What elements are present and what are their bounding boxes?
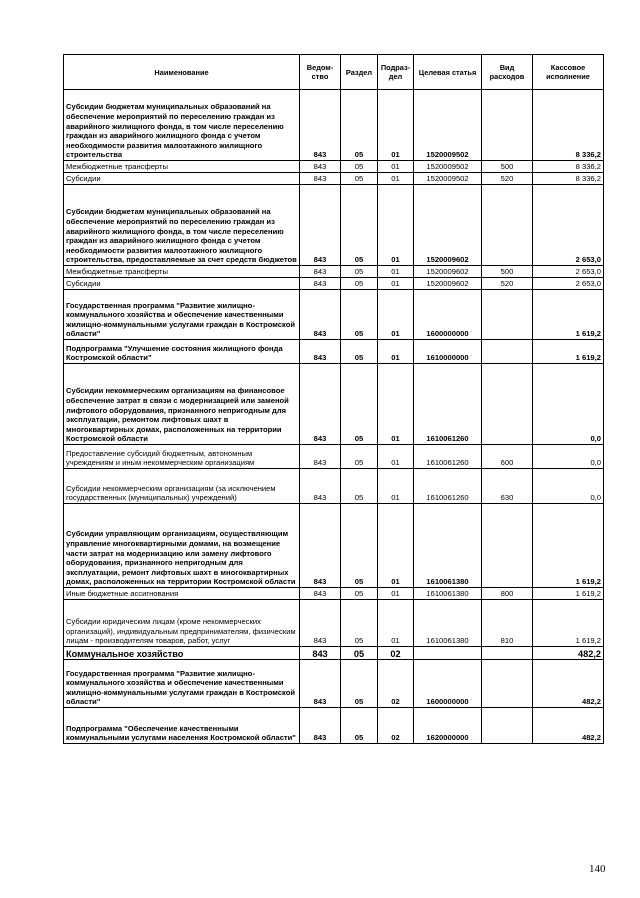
row-section: 05 <box>341 600 378 647</box>
row-target-article: 1520009602 <box>414 185 482 266</box>
row-amount: 2 653,0 <box>533 185 604 266</box>
row-subsection: 01 <box>378 185 414 266</box>
table-row <box>64 445 604 469</box>
row-subsection: 01 <box>378 364 414 445</box>
row-amount: 0,0 <box>533 364 604 445</box>
row-subsection: 01 <box>378 90 414 161</box>
row-subsection: 02 <box>378 708 414 744</box>
table-header-row <box>64 55 604 90</box>
row-subsection: 01 <box>378 469 414 504</box>
row-expense-type: 520 <box>482 278 533 290</box>
row-subsection: 02 <box>378 647 414 660</box>
row-section: 05 <box>341 340 378 364</box>
row-subsection: 01 <box>378 600 414 647</box>
row-department: 843 <box>300 90 341 161</box>
row-target-article: 1610061380 <box>414 504 482 588</box>
table-row <box>64 469 604 504</box>
row-target-article: 1520009502 <box>414 173 482 185</box>
row-name: Государственная программа "Развитие жилищно-коммунального хозяйства и обеспечение качественными жилищно-коммунальными услугами граждан в Костромской области" <box>64 660 300 708</box>
row-name: Межбюджетные трансферты <box>64 266 300 278</box>
row-target-article: 1610000000 <box>414 340 482 364</box>
row-section: 05 <box>341 647 378 660</box>
row-amount: 8 336,2 <box>533 90 604 161</box>
row-department: 843 <box>300 185 341 266</box>
row-section: 05 <box>341 185 378 266</box>
header-department: Ведом-ство <box>300 55 341 90</box>
row-subsection: 01 <box>378 445 414 469</box>
table-row <box>64 364 604 445</box>
row-target-article: 1610061260 <box>414 469 482 504</box>
table-row <box>64 161 604 173</box>
row-target-article <box>414 647 482 660</box>
row-expense-type: 520 <box>482 173 533 185</box>
header-cash-execution: Кассовое исполнение <box>533 55 604 90</box>
row-expense-type <box>482 647 533 660</box>
row-target-article: 1610061380 <box>414 588 482 600</box>
table-row <box>64 600 604 647</box>
row-name: Иные бюджетные ассигнования <box>64 588 300 600</box>
row-target-article: 1520009602 <box>414 266 482 278</box>
row-name: Субсидии юридическим лицам (кроме некоммерческих организаций), индивидуальным предпринимателям, физическим лицам - производителям товаров, работ, услуг <box>64 600 300 647</box>
row-expense-type <box>482 185 533 266</box>
table-row <box>64 173 604 185</box>
row-department: 843 <box>300 290 341 340</box>
header-subsection: Подраз-дел <box>378 55 414 90</box>
row-section: 05 <box>341 173 378 185</box>
row-amount: 0,0 <box>533 469 604 504</box>
row-section: 05 <box>341 278 378 290</box>
row-target-article: 1520009502 <box>414 161 482 173</box>
row-expense-type <box>482 708 533 744</box>
row-department: 843 <box>300 588 341 600</box>
table-row <box>64 647 604 660</box>
row-subsection: 02 <box>378 660 414 708</box>
row-name: Предоставление субсидий бюджетным, автономным учреждениям и иным некоммерческим организациям <box>64 445 300 469</box>
header-name: Наименование <box>64 55 300 90</box>
row-expense-type <box>482 364 533 445</box>
row-department: 843 <box>300 173 341 185</box>
row-subsection: 01 <box>378 504 414 588</box>
table-row <box>64 185 604 266</box>
row-subsection: 01 <box>378 161 414 173</box>
row-expense-type: 500 <box>482 161 533 173</box>
row-target-article: 1610061260 <box>414 445 482 469</box>
row-expense-type: 600 <box>482 445 533 469</box>
row-department: 843 <box>300 278 341 290</box>
page-number: 140 <box>589 863 606 875</box>
row-amount: 1 619,2 <box>533 600 604 647</box>
row-amount: 482,2 <box>533 660 604 708</box>
table-row <box>64 708 604 744</box>
table-row <box>64 266 604 278</box>
row-name: Субсидии некоммерческим организациям (за исключением государственных (муниципальных) учреждений) <box>64 469 300 504</box>
row-target-article: 1600000000 <box>414 660 482 708</box>
row-department: 843 <box>300 161 341 173</box>
row-amount: 482,2 <box>533 708 604 744</box>
row-section: 05 <box>341 90 378 161</box>
table-row <box>64 290 604 340</box>
row-amount: 1 619,2 <box>533 290 604 340</box>
row-target-article: 1620000000 <box>414 708 482 744</box>
row-name: Субсидии <box>64 278 300 290</box>
row-target-article: 1610061260 <box>414 364 482 445</box>
row-amount: 1 619,2 <box>533 588 604 600</box>
row-expense-type <box>482 660 533 708</box>
row-department: 843 <box>300 266 341 278</box>
row-amount: 8 336,2 <box>533 161 604 173</box>
header-target-article: Целевая статья <box>414 55 482 90</box>
table-row <box>64 90 604 161</box>
header-section: Раздел <box>341 55 378 90</box>
row-name: Подпрограмма "Улучшение состояния жилищного фонда Костромской области" <box>64 340 300 364</box>
row-department: 843 <box>300 469 341 504</box>
row-expense-type <box>482 290 533 340</box>
row-department: 843 <box>300 504 341 588</box>
row-amount: 2 653,0 <box>533 266 604 278</box>
row-department: 843 <box>300 340 341 364</box>
header-expense-type: Вид расходов <box>482 55 533 90</box>
row-name: Коммунальное хозяйство <box>64 647 300 660</box>
row-department: 843 <box>300 708 341 744</box>
row-target-article: 1520009602 <box>414 278 482 290</box>
row-name: Субсидии <box>64 173 300 185</box>
row-department: 843 <box>300 647 341 660</box>
row-name: Субсидии бюджетам муниципальных образований на обеспечение мероприятий по переселению граждан из аварийного жилищного фонда, в том числе переселению граждан из аварийного жилищного фонда с учетом необходимости развития малоэтажного жилищного строительства <box>64 90 300 161</box>
row-section: 05 <box>341 266 378 278</box>
row-section: 05 <box>341 364 378 445</box>
budget-execution-table <box>63 54 604 744</box>
row-amount: 1 619,2 <box>533 504 604 588</box>
row-section: 05 <box>341 445 378 469</box>
row-name: Подпрограмма "Обеспечение качественными коммунальными услугами населения Костромской области" <box>64 708 300 744</box>
row-name: Государственная программа "Развитие жилищно-коммунального хозяйства и обеспечение качественными жилищно-коммунальными услугами граждан в Костромской области" <box>64 290 300 340</box>
row-target-article: 1610061380 <box>414 600 482 647</box>
row-section: 05 <box>341 469 378 504</box>
row-expense-type <box>482 90 533 161</box>
row-section: 05 <box>341 588 378 600</box>
table-row <box>64 504 604 588</box>
row-expense-type <box>482 340 533 364</box>
row-expense-type: 630 <box>482 469 533 504</box>
table-row <box>64 278 604 290</box>
row-amount: 2 653,0 <box>533 278 604 290</box>
row-subsection: 01 <box>378 266 414 278</box>
row-subsection: 01 <box>378 290 414 340</box>
row-subsection: 01 <box>378 340 414 364</box>
row-name: Субсидии некоммерческим организациям на финансовое обеспечение затрат в связи с модернизацией или заменой лифтового оборудования, признанного непригодным для эксплуатации, ремонтом лифтовых шахт в многоквартирных домах, расположенных на территории Костромской области <box>64 364 300 445</box>
row-amount: 0,0 <box>533 445 604 469</box>
row-expense-type: 500 <box>482 266 533 278</box>
row-subsection: 01 <box>378 588 414 600</box>
table-row <box>64 588 604 600</box>
row-name: Субсидии бюджетам муниципальных образований на обеспечение мероприятий по переселению граждан из аварийного жилищного фонда, в том числе переселению граждан из аварийного жилищного фонда с учетом необходимости развития малоэтажного жилищного строительства, предоставляемые за счет средств бюджетов <box>64 185 300 266</box>
row-expense-type <box>482 504 533 588</box>
row-name: Субсидии управляющим организациям, осуществляющим управление многоквартирными домами, на возмещение части затрат на модернизацию или замену лифтового оборудования, признанного непригодным для эксплуатации, ремонт лифтовых шахт в многоквартирных домах, расположенных на территории Костромской области <box>64 504 300 588</box>
row-section: 05 <box>341 290 378 340</box>
row-expense-type: 810 <box>482 600 533 647</box>
row-subsection: 01 <box>378 278 414 290</box>
row-subsection: 01 <box>378 173 414 185</box>
row-department: 843 <box>300 660 341 708</box>
row-amount: 8 336,2 <box>533 173 604 185</box>
row-expense-type: 800 <box>482 588 533 600</box>
row-section: 05 <box>341 660 378 708</box>
row-section: 05 <box>341 504 378 588</box>
row-department: 843 <box>300 445 341 469</box>
table-row <box>64 340 604 364</box>
row-section: 05 <box>341 161 378 173</box>
table-row <box>64 660 604 708</box>
row-section: 05 <box>341 708 378 744</box>
row-department: 843 <box>300 600 341 647</box>
row-amount: 1 619,2 <box>533 340 604 364</box>
row-department: 843 <box>300 364 341 445</box>
row-name: Межбюджетные трансферты <box>64 161 300 173</box>
row-target-article: 1600000000 <box>414 290 482 340</box>
row-amount: 482,2 <box>533 647 604 660</box>
row-target-article: 1520009502 <box>414 90 482 161</box>
